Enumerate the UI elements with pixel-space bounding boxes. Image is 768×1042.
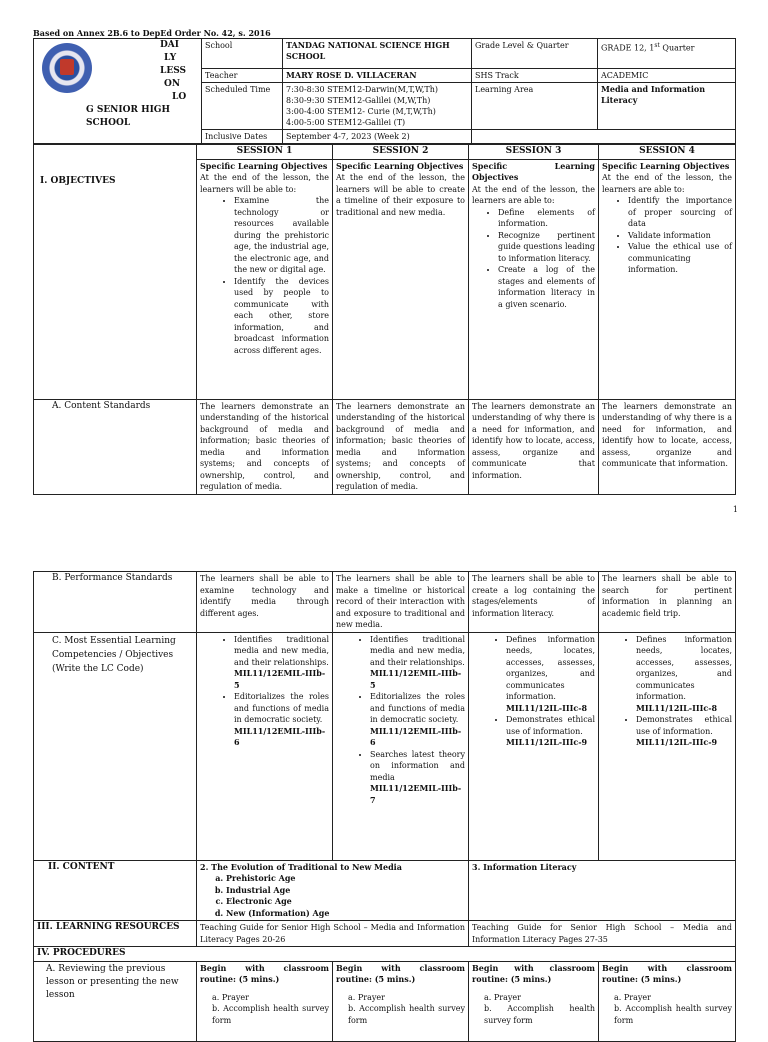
area-label: Learning Area: [472, 83, 598, 130]
sched-label: Scheduled Time: [202, 83, 283, 130]
track-label: SHS Track: [472, 69, 598, 83]
objectives-intro: At the end of the lesson, the learners are able to:: [472, 184, 595, 205]
procedure-a-s1: [197, 961, 333, 1041]
objectives-text: At the end of the lesson, the learners will be able to create a timeline of their exposure to traditional and new media.: [336, 173, 465, 217]
title-line-2: LY: [164, 53, 177, 63]
content-item: c. Electronic Age: [226, 896, 465, 908]
melc-session-4: [599, 632, 736, 860]
content-s12: [197, 860, 469, 921]
content-standard-s4: The learners demonstrate an understanding of why there is a need for information, and identify how to locate, access, assess, organize and communicate that information.: [599, 399, 736, 494]
content-standards-label: A. Content Standards: [34, 399, 197, 494]
blank-cell: [472, 130, 736, 144]
deped-seal-icon: [42, 43, 92, 93]
area-value: Media and Information Literacy: [598, 83, 736, 130]
lc-code: MIL11/12EMIL-IIIb-5: [370, 668, 462, 690]
lc-code: MIL11/12IL-IIIc-8: [636, 702, 718, 713]
objectives-heading: Specific Learning Objectives: [472, 160, 595, 182]
dates-value: September 4-7, 2023 (Week 2): [283, 130, 472, 144]
lc-code: MIL11/12EMIL-IIIb-6: [234, 725, 326, 747]
title-line-4: ON: [164, 79, 181, 89]
content-standard-s2: The learners demonstrate an understanding of the historical background of media and information; basic theories of media and information systems; and concepts of ownership, control, and regulation of media.: [333, 399, 469, 494]
melc-item: Identifies traditional media and new media, and their relationships.: [234, 634, 329, 667]
teacher-label: Teacher: [202, 69, 283, 83]
school-value: TANDAG NATIONAL SCIENCE HIGH SCHOOL: [283, 39, 472, 69]
objectives-session-4: [599, 159, 736, 399]
performance-s2: The learners shall be able to make a timeline or historical record of their interaction with and exposure to traditional and new media.: [333, 572, 469, 633]
sched-line: 7:30-8:30 STEM12-Darwin(M,T,W,Th): [286, 85, 439, 94]
prayer-text: a. Prayer: [348, 992, 385, 1002]
content-item: a. Prehistoric Age: [226, 873, 465, 885]
health-text: b. Accomplish health survey form: [348, 1004, 465, 1025]
session-4-header: SESSION 4: [599, 145, 736, 160]
track-value: ACADEMIC: [598, 69, 736, 83]
objectives-heading: Specific Learning Objectives: [200, 160, 328, 171]
title-line-7: SCHOOL: [86, 118, 131, 128]
resources-s34: Teaching Guide for Senior High School – Media and Information Literacy Pages 27-35: [469, 921, 736, 947]
procedures-label: IV. PROCEDURES: [34, 947, 736, 962]
content-item: d. New (Information) Age: [226, 908, 465, 920]
session-1-header: SESSION 1: [197, 145, 333, 160]
content-title: 2. The Evolution of Traditional to New Media: [200, 861, 402, 872]
procedure-a-s2: [333, 961, 469, 1041]
dates-label: Inclusive Dates: [202, 130, 283, 144]
performance-s1: The learners shall be able to examine technology and identify media through different ages.: [197, 572, 333, 633]
title-line-6: G SENIOR HIGH: [86, 105, 170, 115]
lc-code: MIL11/12IL-IIIc-8: [506, 702, 588, 713]
header-table: [33, 38, 736, 144]
routine-text: Begin with classroom routine: (5 mins.): [472, 962, 595, 984]
performance-s4: The learners shall be able to search for pertinent information in planning an academic field trip.: [599, 572, 736, 633]
melc-item: Defines information needs, locates, accesses, assesses, organizes, and communicates information.: [506, 634, 595, 701]
objectives-intro: At the end of the lesson, the learners are able to:: [602, 173, 732, 194]
health-text: b. Accomplish health survey form: [614, 1004, 732, 1025]
content-standard-s3: The learners demonstrate an understanding of why there is a need for information, and identify how to locate, access, assess, organize and communicate that information.: [469, 399, 599, 494]
objective-item: • Identify the devices used by people to communicate with each other, store information, and broadcast information across different ages.: [234, 276, 329, 357]
lc-code: MIL11/12IL-IIIc-9: [506, 737, 588, 747]
session-2-header: SESSION 2: [333, 145, 469, 160]
objective-item: • Define elements of information.: [498, 207, 595, 230]
melc-item: Searches latest theory on information and media: [370, 749, 465, 782]
title-line-1: DAI: [160, 40, 179, 50]
melc-item: Demonstrates ethical use of information.: [506, 715, 595, 736]
sched-line: 4:00-5:00 STEM12-Galilei (T): [286, 118, 406, 127]
routine-text: Begin with classroom routine: (5 mins.): [602, 962, 732, 984]
melc-item: Defines information needs, locates, accesses, assesses, organizes, and communicates information.: [636, 634, 732, 701]
prayer-text: a. Prayer: [212, 992, 249, 1002]
page-number: 1: [732, 505, 738, 514]
sched-line: 3:00-4:00 STEM12- Curie (M,T,W,Th): [286, 107, 436, 116]
routine-text: Begin with classroom routine: (5 mins.): [200, 962, 329, 984]
sched-line: 8:30-9:30 STEM12-Galilei (M,W,Th): [286, 96, 431, 105]
title-line-3: LESS: [160, 66, 186, 76]
lc-code: MIL11/12EMIL-IIIb-5: [234, 668, 326, 690]
objectives-intro: At the end of the lesson, the learners will be able to:: [200, 173, 329, 194]
teacher-value: MARY ROSE D. VILLACERAN: [283, 69, 472, 83]
title-line-5: LO: [172, 92, 187, 102]
melc-item: Editorializes the roles and functions of media in democratic society.: [370, 692, 465, 724]
grade-label: Grade Level & Quarter: [472, 39, 598, 69]
lc-code: MIL11/12IL-IIIc-9: [636, 737, 718, 747]
objective-item: • Identify the importance of proper sourcing of data: [628, 195, 732, 230]
resources-s12: Teaching Guide for Senior High School – Media and Information Literacy Pages 20-26: [197, 921, 469, 947]
performance-label: B. Performance Standards: [34, 572, 197, 633]
routine-text: Begin with classroom routine: (5 mins.): [336, 962, 465, 984]
melc-item: Identifies traditional media and new media, and their relationships.: [370, 634, 465, 667]
prayer-text: a. Prayer: [614, 992, 651, 1002]
objectives-heading: Specific Learning Objectives: [336, 160, 464, 171]
objectives-label: I. OBJECTIVES: [40, 176, 116, 186]
prayer-text: a. Prayer: [484, 992, 521, 1002]
procedure-a-s3: [469, 961, 599, 1041]
objectives-session-1: [197, 159, 333, 399]
content-item: b. Industrial Age: [226, 885, 465, 897]
objectives-session-3: [469, 159, 599, 399]
procedure-a-label: A. Reviewing the previous lesson or presenting the new lesson: [34, 961, 197, 1041]
resources-label: III. LEARNING RESOURCES: [34, 921, 197, 947]
objective-item: • Recognize pertinent guide questions leading to information literacy.: [498, 230, 595, 265]
objectives-session-2: [333, 159, 469, 399]
health-text: b. Accomplish health survey form: [484, 1004, 595, 1025]
objectives-heading: Specific Learning Objectives: [602, 160, 730, 171]
objective-item: • Validate information: [628, 230, 732, 242]
melc-session-3: [469, 632, 599, 860]
grade-value: GRADE 12, 1st Quarter: [598, 39, 736, 69]
content-label: II. CONTENT: [34, 860, 197, 921]
title-cell: [34, 39, 202, 144]
sched-value: [283, 83, 472, 130]
melc-item: Demonstrates ethical use of information.: [636, 715, 732, 736]
objective-item: • Create a log of the stages and elements of information literacy in a given scenario.: [498, 264, 595, 310]
session-3-header: SESSION 3: [469, 145, 599, 160]
melc-label: C. Most Essential Learning Competencies / Objectives (Write the LC Code): [34, 632, 197, 860]
procedure-a-s4: [599, 961, 736, 1041]
annex-reference: Based on Annex 2B.6 to DepEd Order No. 42, s. 2016: [33, 28, 271, 38]
melc-item: Editorializes the roles and functions of media in democratic society.: [234, 692, 329, 724]
objectives-table: [33, 144, 736, 495]
procedures-table: [33, 571, 736, 1042]
lc-code: MIL11/12EMIL-IIIb-7: [370, 783, 462, 805]
melc-session-2: [333, 632, 469, 860]
health-text: b. Accomplish health survey form: [212, 1004, 329, 1025]
lc-code: MIL11/12EMIL-IIIb-6: [370, 725, 462, 747]
content-s34: 3. Information Literacy: [469, 860, 736, 921]
objective-item: • Examine the technology or resources available during the prehistoric age, the industrial age, the electronic age, and the new or digital age.: [234, 195, 329, 276]
performance-s3: The learners shall be able to create a log containing the stages/elements of information literacy.: [469, 572, 599, 633]
objective-item: • Value the ethical use of communicating information.: [628, 241, 732, 276]
content-standard-s1: The learners demonstrate an understanding of the historical background of media and information; basic theories of media and information systems; and concepts of ownership, control, and regulation of media.: [197, 399, 333, 494]
melc-session-1: [197, 632, 333, 860]
school-label: School: [202, 39, 283, 69]
